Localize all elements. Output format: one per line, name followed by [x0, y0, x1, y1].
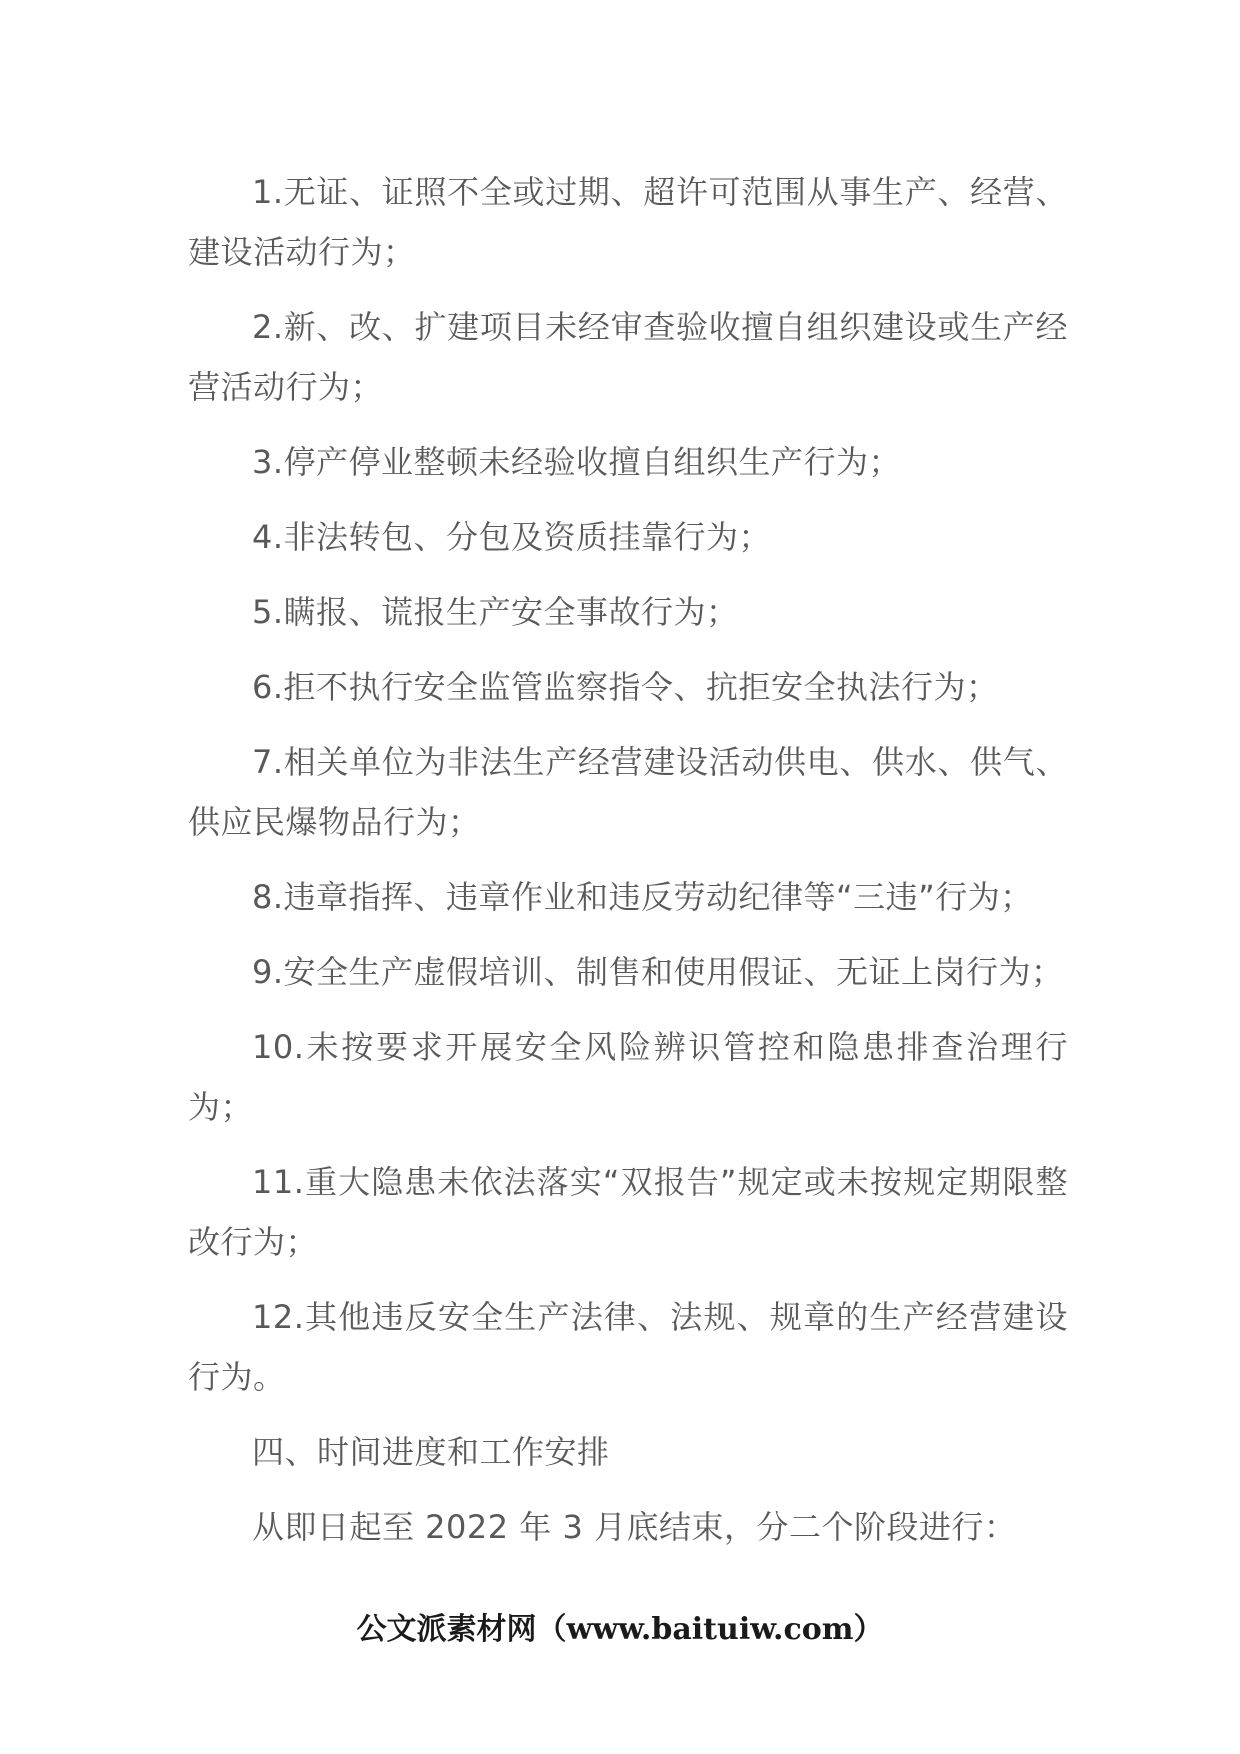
list-item-3: 3.停产停业整顿未经验收擅自组织生产行为；	[252, 443, 902, 481]
list-item-6: 6.拒不执行安全监管监察指令、抗拒安全执法行为；	[252, 668, 999, 706]
list-item-1: 1.无证、证照不全或过期、超许可范围从事生产、经营、建设活动行为；	[188, 173, 1068, 271]
list-item-9: 9.安全生产虚假培训、制售和使用假证、无证上岗行为；	[252, 953, 1064, 991]
list-item-12: 12.其他违反安全生产法律、法规、规章的生产经营建设行为。	[188, 1298, 1068, 1396]
list-item-7: 7.相关单位为非法生产经营建设活动供电、供水、供气、供应民爆物品行为；	[188, 743, 1068, 841]
list-item-4: 4.非法转包、分包及资质挂靠行为；	[252, 518, 772, 556]
list-item-10: 10.未按要求开展安全风险辨识管控和隐患排查治理行为；	[188, 1028, 1068, 1126]
list-item-2: 2.新、改、扩建项目未经审查验收擅自组织建设或生产经营活动行为；	[188, 308, 1068, 406]
footer-watermark: 公文派素材网（www.baituiw.com）	[356, 1612, 884, 1647]
list-item-8: 8.违章指挥、违章作业和违反劳动纪律等“三违”行为；	[252, 878, 1033, 916]
list-item-5: 5.瞒报、谎报生产安全事故行为；	[252, 593, 739, 631]
document-body	[188, 162, 1068, 1572]
section-heading: 四、时间进度和工作安排	[252, 1433, 610, 1471]
schedule-paragraph: 从即日起至 2022 年 3 月底结束，分二个阶段进行：	[252, 1508, 1017, 1546]
list-item-11: 11.重大隐患未依法落实“双报告”规定或未按规定期限整改行为；	[188, 1163, 1068, 1261]
